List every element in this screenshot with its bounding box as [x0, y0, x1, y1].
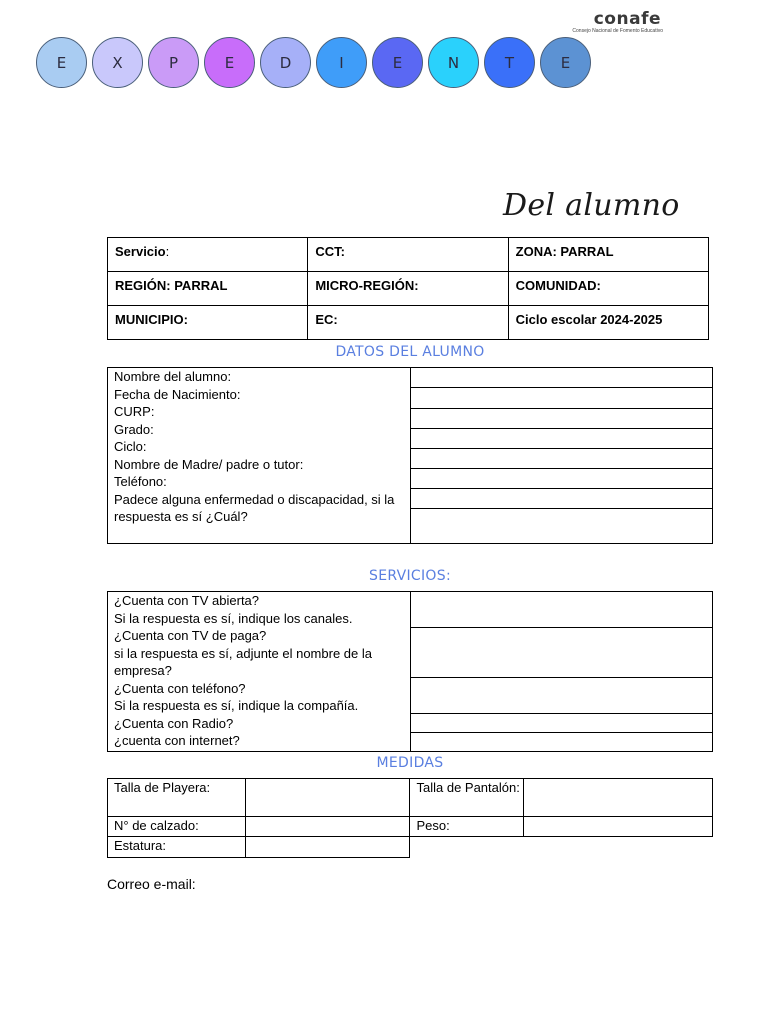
field-nacimiento: Fecha de Nacimiento:	[114, 386, 241, 402]
empty-cell-2	[524, 837, 713, 858]
answer-telefono[interactable]	[411, 489, 713, 509]
info-zona: ZONA: PARRAL	[508, 238, 708, 272]
info-municipio: MUNICIPIO:	[108, 306, 308, 340]
answer-tv-abierta[interactable]	[411, 592, 713, 628]
medidas-heading: MEDIDAS	[376, 755, 444, 771]
servicio-colon: :	[165, 244, 170, 259]
answer-tv-paga[interactable]	[411, 628, 713, 678]
label-talla-pantalon: Talla de Pantalón:	[410, 779, 524, 817]
info-cct: CCT:	[308, 238, 508, 272]
banner-letter-e2: E	[204, 37, 255, 88]
answer-grado[interactable]	[411, 429, 713, 449]
medidas-table	[107, 778, 713, 858]
label-peso: Peso:	[410, 817, 524, 837]
info-ec: EC:	[308, 306, 508, 340]
info-ciclo: Ciclo escolar 2024-2025	[508, 306, 708, 340]
field-grado: Grado:	[114, 421, 154, 437]
servicios-labels	[108, 592, 411, 752]
answer-nacimiento[interactable]	[411, 388, 713, 409]
answer-radio[interactable]	[411, 714, 713, 733]
answer-enfermedad[interactable]	[411, 509, 713, 544]
answer-nombre[interactable]	[411, 368, 713, 388]
banner-letter-x: X	[92, 37, 143, 88]
info-comunidad: COMUNIDAD:	[508, 272, 708, 306]
answer-peso[interactable]	[524, 817, 713, 837]
label-talla-playera: Talla de Playera:	[108, 779, 246, 817]
field-tv-empresa: si la respuesta es sí, adjunte el nombre de la empresa?	[114, 645, 372, 678]
servicios-heading: SERVICIOS:	[369, 568, 451, 584]
banner-letter-n: N	[428, 37, 479, 88]
banner-letter-e4: E	[540, 37, 591, 88]
field-internet: ¿cuenta con internet?	[114, 733, 240, 748]
logo-word: conafe	[593, 9, 661, 29]
answer-telefono-servicio[interactable]	[411, 678, 713, 714]
banner-letter-t: T	[484, 37, 535, 88]
info-table	[107, 237, 709, 340]
field-tv-abierta: ¿Cuenta con TV abierta?	[114, 593, 260, 608]
answer-internet[interactable]	[411, 733, 713, 752]
answer-tutor[interactable]	[411, 469, 713, 489]
field-telefono-compania: Si la respuesta es sí, indique la compañía.	[114, 698, 359, 713]
answer-talla-playera[interactable]	[245, 779, 410, 817]
field-nombre: Nombre del alumno:	[114, 369, 232, 384]
servicio-label: Servicio	[115, 244, 166, 259]
field-radio: ¿Cuenta con Radio?	[114, 715, 234, 731]
info-servicio	[108, 238, 308, 272]
answer-calzado[interactable]	[245, 817, 410, 837]
field-telefono-servicio: ¿Cuenta con teléfono?	[114, 680, 246, 696]
banner-letter-d: D	[260, 37, 311, 88]
field-enfermedad: Padece alguna enfermedad o discapacidad, si la respuesta es sí ¿Cuál?	[114, 491, 395, 524]
banner-letter-i: I	[316, 37, 367, 88]
field-curp: CURP:	[114, 404, 155, 419]
conafe-logo	[571, 10, 663, 34]
field-tv-canales: Si la respuesta es sí, indique los canales.	[114, 610, 353, 626]
servicios-table	[107, 591, 713, 752]
empty-cell-1	[410, 837, 524, 858]
banner-letter-e3: E	[372, 37, 423, 88]
info-region: REGIÓN: PARRAL	[108, 272, 308, 306]
email-label: Correo e-mail:	[107, 876, 196, 892]
logo-subtitle: Consejo Nacional de Fomento Educativo	[572, 28, 663, 34]
field-telefono: Teléfono:	[114, 474, 167, 489]
answer-ciclo[interactable]	[411, 449, 713, 469]
banner-letter-p: P	[148, 37, 199, 88]
label-calzado: N° de calzado:	[108, 817, 246, 837]
field-ciclo: Ciclo:	[114, 439, 147, 454]
answer-estatura[interactable]	[245, 837, 410, 858]
field-tv-paga: ¿Cuenta con TV de paga?	[114, 628, 267, 643]
datos-alumno-labels	[108, 368, 411, 544]
datos-alumno-heading: DATOS DEL ALUMNO	[335, 344, 485, 360]
datos-alumno-table	[107, 367, 713, 544]
banner-letter-e1: E	[36, 37, 87, 88]
label-estatura: Estatura:	[108, 837, 246, 858]
answer-talla-pantalon[interactable]	[524, 779, 713, 817]
info-micro-region: MICRO-REGIÓN:	[308, 272, 508, 306]
field-tutor: Nombre de Madre/ padre o tutor:	[114, 456, 304, 472]
answer-curp[interactable]	[411, 409, 713, 429]
page-title: Del alumno	[503, 188, 680, 223]
